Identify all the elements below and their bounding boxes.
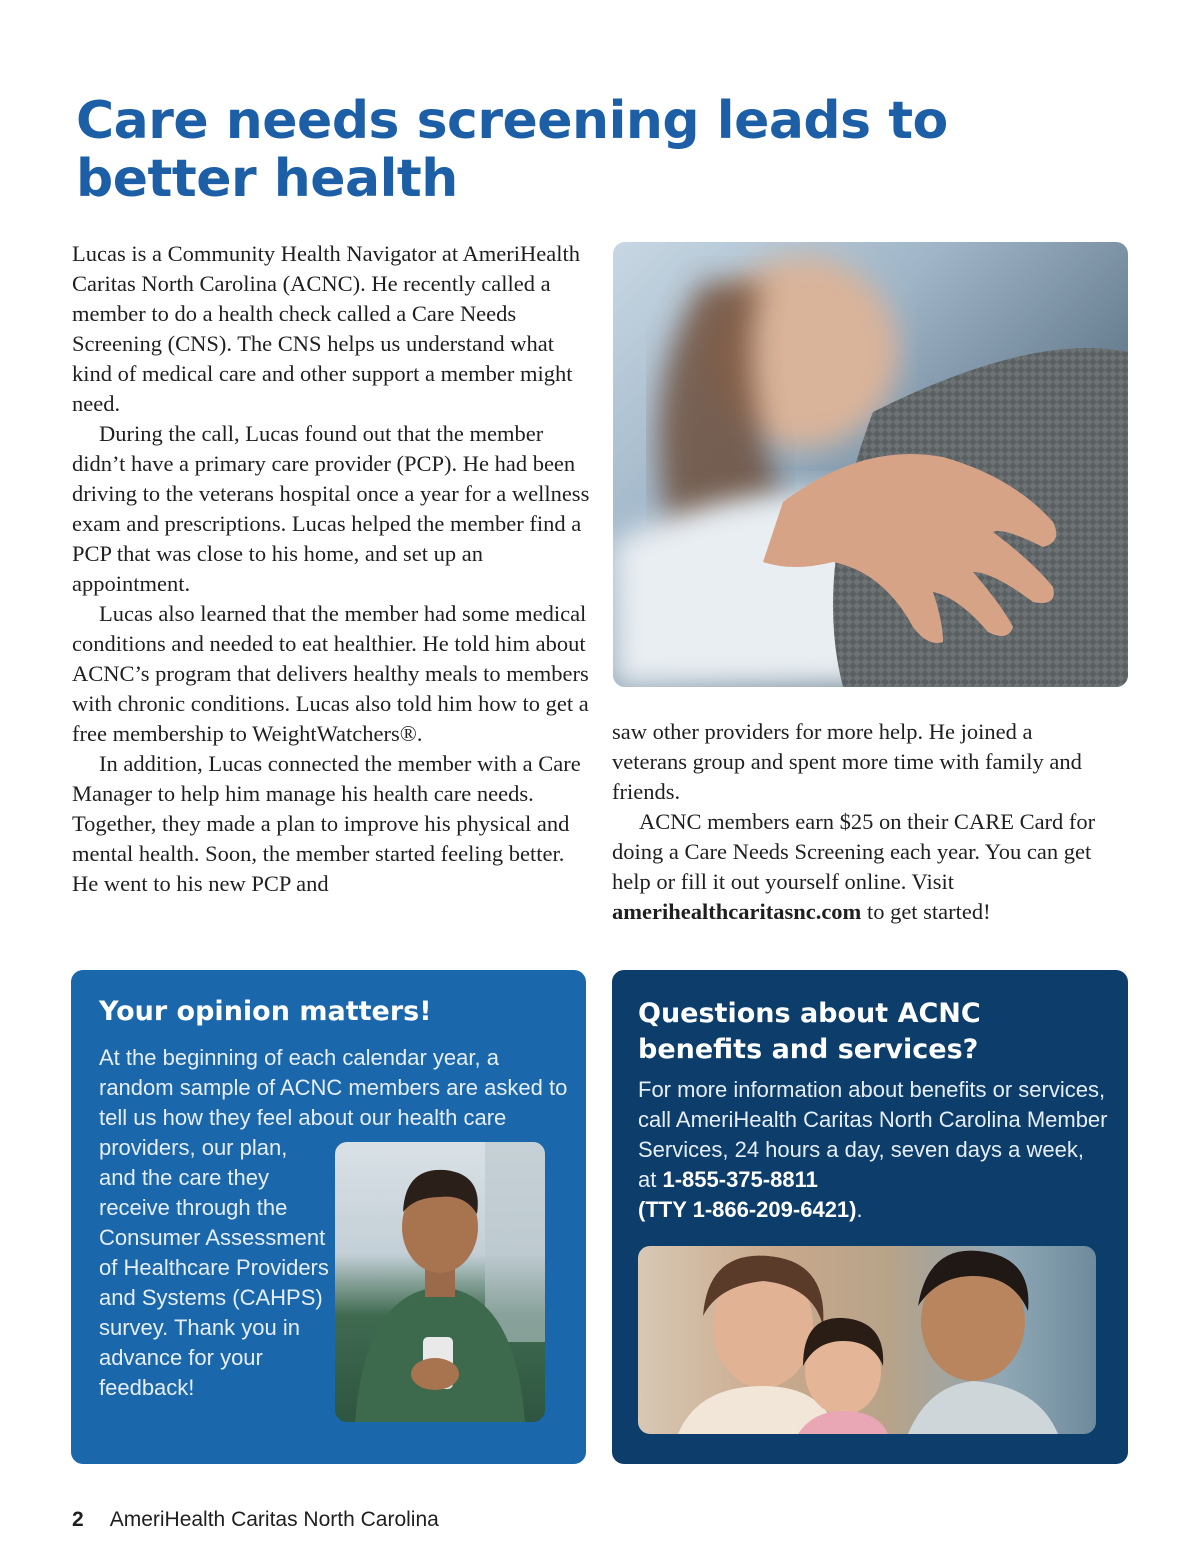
page-number: 2 — [72, 1508, 84, 1531]
article-text: ACNC members earn $25 on their CARE Card for doing a Care Needs Screening each year. You can get help or fill it out yourself online. Visit — [612, 809, 1096, 894]
article-paragraph: Lucas also learned that the member had some medical conditions and needed to eat healthier. He told him about ACNC’s program that delivers healthy meals to members with chronic conditions. Lucas also told him how to get a free membership to WeightWatchers®. — [72, 601, 589, 746]
article-paragraph: saw other providers for more help. He joined a veterans group and spent more time with family and friends. — [612, 719, 1082, 804]
questions-heading: Questions about ACNC benefits and services? — [638, 998, 981, 1065]
opinion-heading: Your opinion matters! — [99, 996, 432, 1027]
page-footer — [72, 1508, 439, 1532]
member-services-phone[interactable]: 1-855-375-8811 — [662, 1167, 818, 1192]
opinion-text: At the beginning of each calendar year, a random sample of ACNC members are asked to tell us how they feel about our health care — [99, 1045, 568, 1130]
questions-end: . — [856, 1197, 863, 1222]
article-paragraph: In addition, Lucas connected the member with a Care Manager to help him manage his health care needs. Together, they made a plan to improve his physical and mental health. Soon, the member started feeling better. He went to his new PCP and — [72, 751, 581, 896]
website-link[interactable]: amerihealthcaritasnc.com — [612, 899, 862, 924]
article-paragraph: During the call, Lucas found out that the member didn’t have a primary care provider (PCP). He had been driving to the veterans hospital once a year for a wellness exam and prescriptions. Lucas helped the member find a PCP that was close to his home, and set up an appointment. — [72, 421, 590, 596]
opinion-box — [71, 970, 586, 1464]
questions-box — [612, 970, 1128, 1464]
tty-phone[interactable]: (TTY 1-866-209-6421) — [638, 1197, 857, 1222]
article-right-column — [612, 717, 1112, 927]
opinion-text: providers, our plan, and the care they receive through the Consumer Assessment of Healthcare Providers and Systems (CAHPS) survey. Thank you in advance for your feedback! — [99, 1135, 329, 1400]
photo-family-selfie — [638, 1246, 1096, 1434]
article-left-column — [72, 239, 592, 899]
article-text: to get started! — [861, 899, 991, 924]
page-title: Care needs screening leads to better health — [76, 91, 948, 209]
questions-body: For more information about benefits or services, call AmeriHealth Caritas North Carolina Member Services, 24 hours a day, seven days a week, at — [638, 1077, 1108, 1192]
article-paragraph: Lucas is a Community Health Navigator at AmeriHealth Caritas North Carolina (ACNC). He recently called a member to do a health check called a Care Needs Screening (CNS). The CNS helps us understand what kind of medical care and other support a member might need. — [72, 241, 580, 416]
questions-text — [638, 1075, 1108, 1225]
photo-man-with-phone — [335, 1142, 545, 1422]
article-paragraph — [612, 807, 1112, 927]
photo-hand-on-shoulder — [613, 242, 1128, 687]
footer-org-name: AmeriHealth Caritas North Carolina — [109, 1508, 439, 1531]
